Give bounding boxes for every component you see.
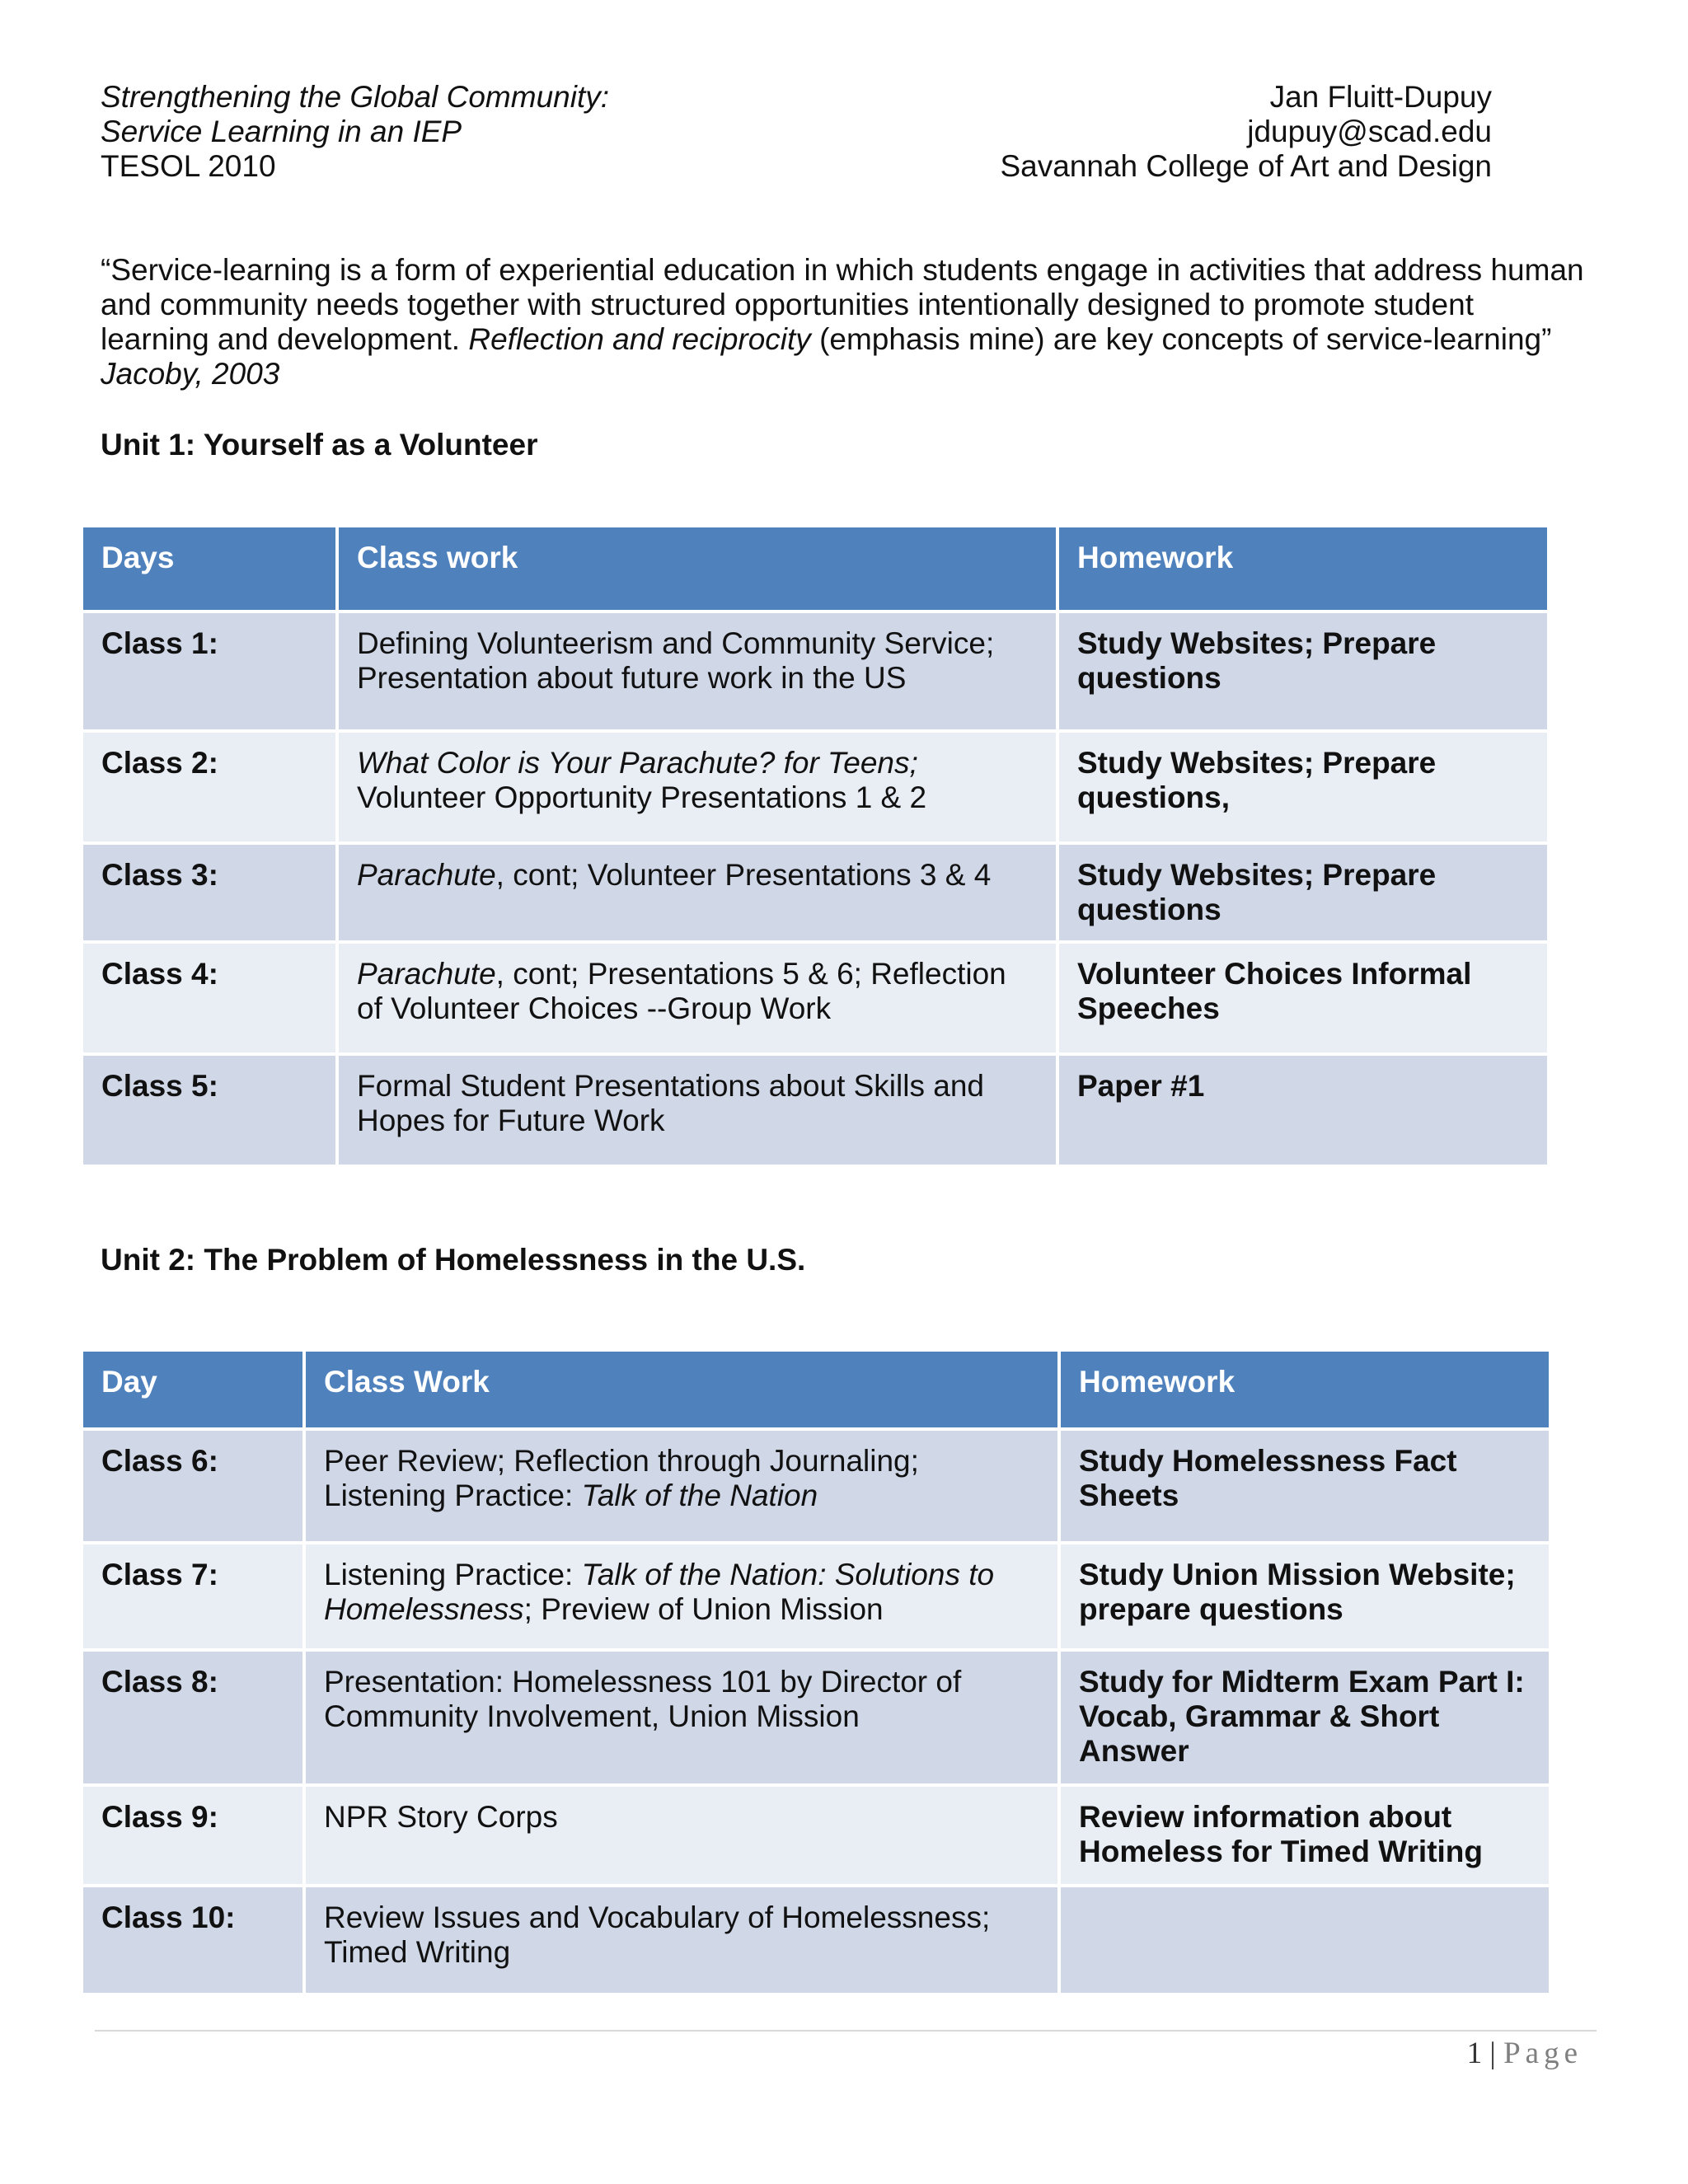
classwork-text: Presentation: Homelessness 101 by Director of Community Involvement, Union Mission	[324, 1665, 962, 1733]
unit1-col-classwork: Class work	[337, 526, 1057, 612]
classwork-text: NPR Story Corps	[324, 1800, 558, 1834]
day-cell: Class 7:	[82, 1543, 304, 1650]
footer-divider	[95, 2030, 1597, 2032]
day-cell: Class 6:	[82, 1429, 304, 1543]
table-row	[82, 1886, 1550, 1994]
header-conference: TESOL 2010	[101, 149, 276, 183]
unit2-col-classwork: Class Work	[304, 1350, 1059, 1429]
day-cell: Class 9:	[82, 1785, 304, 1886]
homework-cell: Volunteer Choices Informal Speeches	[1057, 942, 1549, 1054]
table-row	[82, 942, 1549, 1054]
unit1-title: Unit 1: Yourself as a Volunteer	[101, 428, 538, 462]
header-right	[1000, 80, 1492, 184]
classwork-text: Peer Review; Reflection through Journaling; Listening Practice:	[324, 1444, 919, 1512]
classwork-text: Review Issues and Vocabulary of Homelessness; Timed Writing	[324, 1900, 991, 1969]
classwork-cell	[304, 1785, 1059, 1886]
author-email: jdupuy@scad.edu	[1247, 115, 1492, 148]
homework-cell: Study Websites; Prepare questions,	[1057, 731, 1549, 843]
table-row	[82, 1650, 1550, 1785]
classwork-book-title: Parachute	[357, 858, 496, 892]
header-left	[101, 80, 609, 184]
header-title-line2: Service Learning in an IEP	[101, 115, 462, 148]
header-title-line1: Strengthening the Global Community:	[101, 80, 610, 114]
day-cell: Class 5:	[82, 1054, 337, 1166]
homework-cell: Review information about Homeless for Timed Writing	[1059, 1785, 1550, 1886]
author-institution: Savannah College of Art and Design	[1000, 149, 1492, 183]
intro-quote	[101, 253, 1584, 391]
unit1-table	[80, 524, 1550, 1168]
homework-cell: Study Union Mission Website; prepare questions	[1059, 1543, 1550, 1650]
classwork-cell	[304, 1543, 1059, 1650]
classwork-program-title: Talk of the Nation: Solutions to Homelessness	[324, 1558, 995, 1626]
unit2-col-day: Day	[82, 1350, 304, 1429]
classwork-cell	[337, 612, 1057, 731]
quote-part2: (emphasis mine) are key concepts of service-learning”	[810, 322, 1552, 356]
table-row	[82, 843, 1549, 942]
day-cell: Class 8:	[82, 1650, 304, 1785]
page-number: 1	[1466, 2036, 1483, 2070]
unit2-col-homework: Homework	[1059, 1350, 1550, 1429]
classwork-text-tail: ; Preview of Union Mission	[523, 1592, 884, 1626]
table-row	[82, 1543, 1550, 1650]
day-cell: Class 4:	[82, 942, 337, 1054]
table-row	[82, 731, 1549, 843]
quote-part1: “Service-learning is a form of experiential education in which students engage in activities that address human and community needs together with structured opportunities intentionally designed to promote student learning and development.	[101, 253, 1584, 356]
page-footer	[1467, 2036, 1582, 2071]
classwork-cell	[304, 1429, 1059, 1543]
unit1-col-homework: Homework	[1057, 526, 1549, 612]
classwork-text: Listening Practice:	[324, 1558, 582, 1591]
table-row	[82, 612, 1549, 731]
unit2-header-row	[82, 1350, 1550, 1429]
homework-cell	[1059, 1886, 1550, 1994]
classwork-text: , cont; Volunteer Presentations 3 & 4	[495, 858, 992, 892]
classwork-text: Volunteer Opportunity Presentations 1 & 2	[357, 780, 927, 814]
unit1-header-row	[82, 526, 1549, 612]
day-cell: Class 1:	[82, 612, 337, 731]
classwork-cell	[337, 942, 1057, 1054]
day-cell: Class 2:	[82, 731, 337, 843]
classwork-book-title: What Color is Your Parachute? for Teens;	[357, 746, 918, 780]
classwork-cell	[304, 1886, 1059, 1994]
unit2-title: Unit 2: The Problem of Homelessness in the U.S.	[101, 1243, 806, 1277]
day-cell: Class 3:	[82, 843, 337, 942]
classwork-cell	[304, 1650, 1059, 1785]
classwork-text: , cont; Presentations 5 & 6; Reflection of Volunteer Choices --Group Work	[357, 957, 1006, 1025]
unit1-col-days: Days	[82, 526, 337, 612]
author-name: Jan Fluitt-Dupuy	[1269, 80, 1492, 114]
classwork-text: Defining Volunteerism and Community Service; Presentation about future work in the US	[357, 626, 995, 695]
classwork-cell	[337, 843, 1057, 942]
page-label: Page	[1503, 2036, 1582, 2070]
homework-cell: Study Websites; Prepare questions	[1057, 612, 1549, 731]
classwork-text: Formal Student Presentations about Skills and Hopes for Future Work	[357, 1069, 984, 1137]
classwork-cell	[337, 1054, 1057, 1166]
homework-cell: Study Homelessness Fact Sheets	[1059, 1429, 1550, 1543]
table-row	[82, 1785, 1550, 1886]
classwork-book-title: Parachute	[357, 957, 496, 991]
quote-citation: Jacoby, 2003	[101, 357, 280, 391]
unit2-table	[80, 1348, 1552, 1996]
table-row	[82, 1054, 1549, 1166]
quote-emphasis: Reflection and reciprocity	[468, 322, 811, 356]
page-separator: |	[1489, 2036, 1496, 2070]
day-cell: Class 10:	[82, 1886, 304, 1994]
homework-cell: Paper #1	[1057, 1054, 1549, 1166]
classwork-program-title: Talk of the Nation	[581, 1479, 818, 1512]
table-row	[82, 1429, 1550, 1543]
classwork-cell	[337, 731, 1057, 843]
homework-cell: Study for Midterm Exam Part I: Vocab, Grammar & Short Answer	[1059, 1650, 1550, 1785]
homework-cell: Study Websites; Prepare questions	[1057, 843, 1549, 942]
